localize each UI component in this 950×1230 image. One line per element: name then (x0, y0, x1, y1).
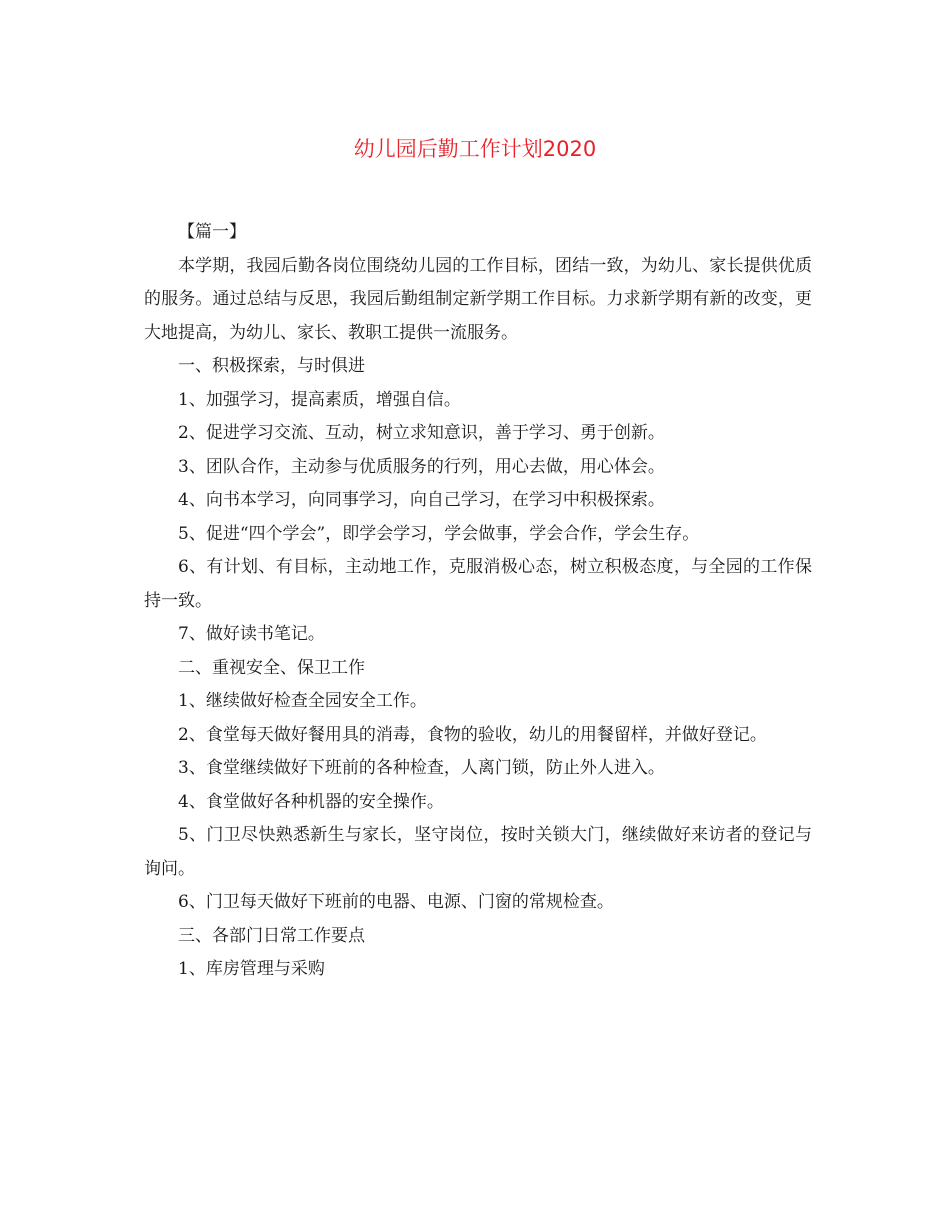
paragraph: 4、食堂做好各种机器的安全操作。 (178, 791, 444, 812)
paragraph: 1、库房管理与采购 (178, 959, 325, 979)
paragraph: 2、食堂每天做好餐用具的消毒，食物的验收，幼儿的用餐留样，并做好登记。 (178, 724, 767, 745)
paragraph: 本学期，我园后勤各岗位围绕幼儿园的工作目标，团结一致，为幼儿、家长提供优质的服务。通过总结与反思，我园后勤组制定新学期工作目标。力求新学期有新的改变，更大地提高，为幼儿、家长、教职工提供一流服务。 (144, 255, 812, 343)
paragraph: 4、向书本学习，向同事学习，向自己学习，在学习中积极探索。 (178, 490, 665, 510)
paragraph: 一、积极探索，与时俱进 (178, 356, 365, 376)
paragraph: 2、促进学习交流、互动，树立求知意识，善于学习、勇于创新。 (178, 423, 665, 443)
paragraph: 5、促进“四个学会”，即学会学习，学会做事，学会合作，学会生存。 (178, 523, 700, 544)
paragraph: 3、团队合作，主动参与优质服务的行列，用心去做，用心体会。 (178, 456, 665, 477)
paragraph: 3、食堂继续做好下班前的各种检查，人离门锁，防止外人进入。 (178, 758, 665, 778)
paragraph: 5、门卫尽快熟悉新生与家长，坚守岗位，按时关锁大门，继续做好来访者的登记与询问。 (144, 825, 812, 879)
section-heading: 【篇一】 (178, 222, 246, 242)
document-title: 幼儿园后勤工作计划2020 (353, 137, 597, 161)
paragraph: 二、重视安全、保卫工作 (178, 657, 365, 678)
paragraph: 1、继续做好检查全园安全工作。 (178, 691, 427, 711)
paragraph: 三、各部门日常工作要点 (178, 925, 365, 946)
paragraph: 6、有计划、有目标，主动地工作，克服消极心态，树立积极态度，与全园的工作保持一致。 (144, 557, 812, 611)
paragraph: 1、加强学习，提高素质，增强自信。 (178, 389, 461, 410)
paragraph: 7、做好读书笔记。 (178, 624, 325, 644)
document-body (144, 216, 812, 987)
paragraph: 6、门卫每天做好下班前的电器、电源、门窗的常规检查。 (178, 892, 614, 912)
